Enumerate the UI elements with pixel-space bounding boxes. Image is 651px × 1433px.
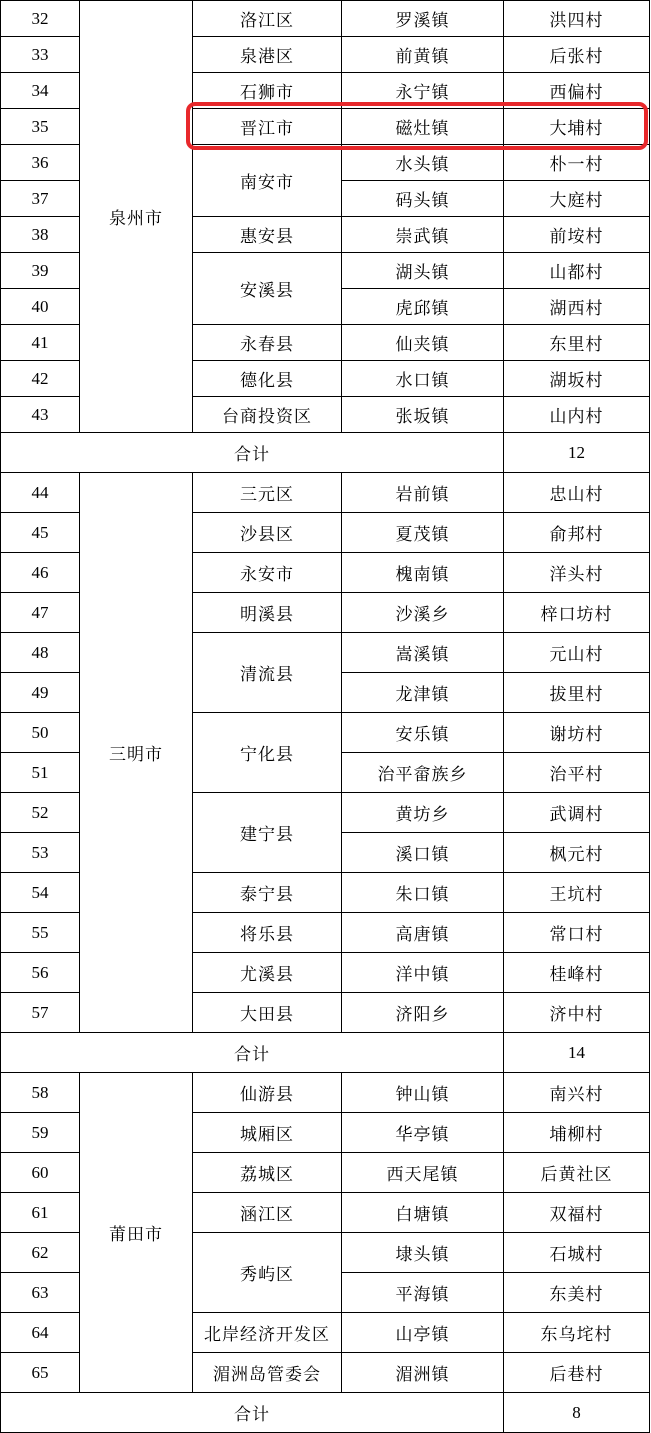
row-number: 50 — [1, 713, 80, 753]
city-cell: 泉州市 — [80, 1, 193, 433]
row-number: 57 — [1, 993, 80, 1033]
town-cell: 湖头镇 — [342, 253, 504, 289]
table-row — [1, 1073, 650, 1113]
town-cell: 罗溪镇 — [342, 1, 504, 37]
city-cell: 莆田市 — [80, 1073, 193, 1393]
district-cell: 建宁县 — [193, 793, 342, 873]
village-cell: 常口村 — [504, 913, 650, 953]
town-cell: 龙津镇 — [342, 673, 504, 713]
village-cell: 南兴村 — [504, 1073, 650, 1113]
district-cell: 安溪县 — [193, 253, 342, 325]
town-cell: 沙溪乡 — [342, 593, 504, 633]
city-cell: 三明市 — [80, 473, 193, 1033]
total-value: 8 — [504, 1393, 650, 1433]
village-cell: 拔里村 — [504, 673, 650, 713]
district-cell: 三元区 — [193, 473, 342, 513]
town-cell: 黄坊乡 — [342, 793, 504, 833]
town-cell: 朱口镇 — [342, 873, 504, 913]
row-number: 46 — [1, 553, 80, 593]
town-cell: 治平畲族乡 — [342, 753, 504, 793]
village-cell: 大庭村 — [504, 181, 650, 217]
town-cell: 湄洲镇 — [342, 1353, 504, 1393]
district-cell: 城厢区 — [193, 1113, 342, 1153]
row-number: 59 — [1, 1113, 80, 1153]
district-cell: 涵江区 — [193, 1193, 342, 1233]
district-cell: 清流县 — [193, 633, 342, 713]
village-cell: 洋头村 — [504, 553, 650, 593]
row-number: 47 — [1, 593, 80, 633]
town-cell: 仙夹镇 — [342, 325, 504, 361]
district-cell: 宁化县 — [193, 713, 342, 793]
village-cell: 东里村 — [504, 325, 650, 361]
district-cell: 晋江市 — [193, 109, 342, 145]
district-cell: 湄洲岛管委会 — [193, 1353, 342, 1393]
total-row — [1, 433, 650, 473]
village-cell: 忠山村 — [504, 473, 650, 513]
total-label: 合计 — [1, 1393, 504, 1433]
town-cell: 洋中镇 — [342, 953, 504, 993]
row-number: 61 — [1, 1193, 80, 1233]
town-cell: 夏茂镇 — [342, 513, 504, 553]
district-cell: 大田县 — [193, 993, 342, 1033]
total-label: 合计 — [1, 433, 504, 473]
town-cell: 华亭镇 — [342, 1113, 504, 1153]
district-cell: 石狮市 — [193, 73, 342, 109]
row-number: 45 — [1, 513, 80, 553]
district-cell: 将乐县 — [193, 913, 342, 953]
district-cell: 惠安县 — [193, 217, 342, 253]
town-cell: 前黄镇 — [342, 37, 504, 73]
village-cell: 埔柳村 — [504, 1113, 650, 1153]
row-number: 41 — [1, 325, 80, 361]
row-number: 37 — [1, 181, 80, 217]
row-number: 32 — [1, 1, 80, 37]
district-cell: 尤溪县 — [193, 953, 342, 993]
village-cell: 双福村 — [504, 1193, 650, 1233]
village-cell: 山内村 — [504, 397, 650, 433]
row-number: 43 — [1, 397, 80, 433]
town-cell: 白塘镇 — [342, 1193, 504, 1233]
village-cell: 石城村 — [504, 1233, 650, 1273]
row-number: 40 — [1, 289, 80, 325]
district-cell: 德化县 — [193, 361, 342, 397]
village-cell: 洪四村 — [504, 1, 650, 37]
village-cell: 东美村 — [504, 1273, 650, 1313]
row-number: 34 — [1, 73, 80, 109]
row-number: 36 — [1, 145, 80, 181]
row-number: 54 — [1, 873, 80, 913]
town-cell: 溪口镇 — [342, 833, 504, 873]
row-number: 62 — [1, 1233, 80, 1273]
district-cell: 永安市 — [193, 553, 342, 593]
town-cell: 济阳乡 — [342, 993, 504, 1033]
village-cell: 俞邦村 — [504, 513, 650, 553]
district-cell: 仙游县 — [193, 1073, 342, 1113]
village-cell: 武调村 — [504, 793, 650, 833]
total-value: 12 — [504, 433, 650, 473]
district-cell: 秀屿区 — [193, 1233, 342, 1313]
town-cell: 水头镇 — [342, 145, 504, 181]
village-cell: 治平村 — [504, 753, 650, 793]
village-cell: 梓口坊村 — [504, 593, 650, 633]
row-number: 58 — [1, 1073, 80, 1113]
row-number: 44 — [1, 473, 80, 513]
row-number: 52 — [1, 793, 80, 833]
village-cell: 后张村 — [504, 37, 650, 73]
total-row — [1, 1033, 650, 1073]
row-number: 49 — [1, 673, 80, 713]
row-number: 65 — [1, 1353, 80, 1393]
row-number: 53 — [1, 833, 80, 873]
town-cell: 钟山镇 — [342, 1073, 504, 1113]
village-cell: 山都村 — [504, 253, 650, 289]
row-number: 63 — [1, 1273, 80, 1313]
village-cell: 元山村 — [504, 633, 650, 673]
row-number: 48 — [1, 633, 80, 673]
village-cell: 桂峰村 — [504, 953, 650, 993]
district-cell: 泰宁县 — [193, 873, 342, 913]
district-cell: 沙县区 — [193, 513, 342, 553]
town-cell: 崇武镇 — [342, 217, 504, 253]
village-cell: 朴一村 — [504, 145, 650, 181]
town-cell: 高唐镇 — [342, 913, 504, 953]
row-number: 60 — [1, 1153, 80, 1193]
village-cell: 济中村 — [504, 993, 650, 1033]
village-cell: 后黄社区 — [504, 1153, 650, 1193]
village-cell: 东乌垞村 — [504, 1313, 650, 1353]
town-cell: 张坂镇 — [342, 397, 504, 433]
village-cell: 前垵村 — [504, 217, 650, 253]
row-number: 35 — [1, 109, 80, 145]
town-cell: 磁灶镇 — [342, 109, 504, 145]
row-number: 55 — [1, 913, 80, 953]
district-cell: 荔城区 — [193, 1153, 342, 1193]
table-row — [1, 1, 650, 37]
village-cell: 湖坂村 — [504, 361, 650, 397]
table-row — [1, 473, 650, 513]
village-cell: 谢坊村 — [504, 713, 650, 753]
village-cell: 枫元村 — [504, 833, 650, 873]
town-cell: 安乐镇 — [342, 713, 504, 753]
town-cell: 平海镇 — [342, 1273, 504, 1313]
town-cell: 岩前镇 — [342, 473, 504, 513]
row-number: 39 — [1, 253, 80, 289]
total-label: 合计 — [1, 1033, 504, 1073]
town-cell: 码头镇 — [342, 181, 504, 217]
row-number: 64 — [1, 1313, 80, 1353]
village-cell: 西偏村 — [504, 73, 650, 109]
row-number: 51 — [1, 753, 80, 793]
village-cell: 王坑村 — [504, 873, 650, 913]
district-cell: 洛江区 — [193, 1, 342, 37]
village-cell: 后巷村 — [504, 1353, 650, 1393]
town-cell: 水口镇 — [342, 361, 504, 397]
town-cell: 埭头镇 — [342, 1233, 504, 1273]
village-cell: 湖西村 — [504, 289, 650, 325]
town-cell: 山亭镇 — [342, 1313, 504, 1353]
row-number: 56 — [1, 953, 80, 993]
total-row — [1, 1393, 650, 1433]
town-cell: 槐南镇 — [342, 553, 504, 593]
town-cell: 嵩溪镇 — [342, 633, 504, 673]
row-number: 42 — [1, 361, 80, 397]
district-cell: 永春县 — [193, 325, 342, 361]
town-cell: 永宁镇 — [342, 73, 504, 109]
row-number: 33 — [1, 37, 80, 73]
district-cell: 北岸经济开发区 — [193, 1313, 342, 1353]
village-cell: 大埔村 — [504, 109, 650, 145]
town-cell: 西天尾镇 — [342, 1153, 504, 1193]
town-cell: 虎邱镇 — [342, 289, 504, 325]
total-value: 14 — [504, 1033, 650, 1073]
district-cell: 泉港区 — [193, 37, 342, 73]
district-cell: 台商投资区 — [193, 397, 342, 433]
row-number: 38 — [1, 217, 80, 253]
district-cell: 明溪县 — [193, 593, 342, 633]
district-cell: 南安市 — [193, 145, 342, 217]
